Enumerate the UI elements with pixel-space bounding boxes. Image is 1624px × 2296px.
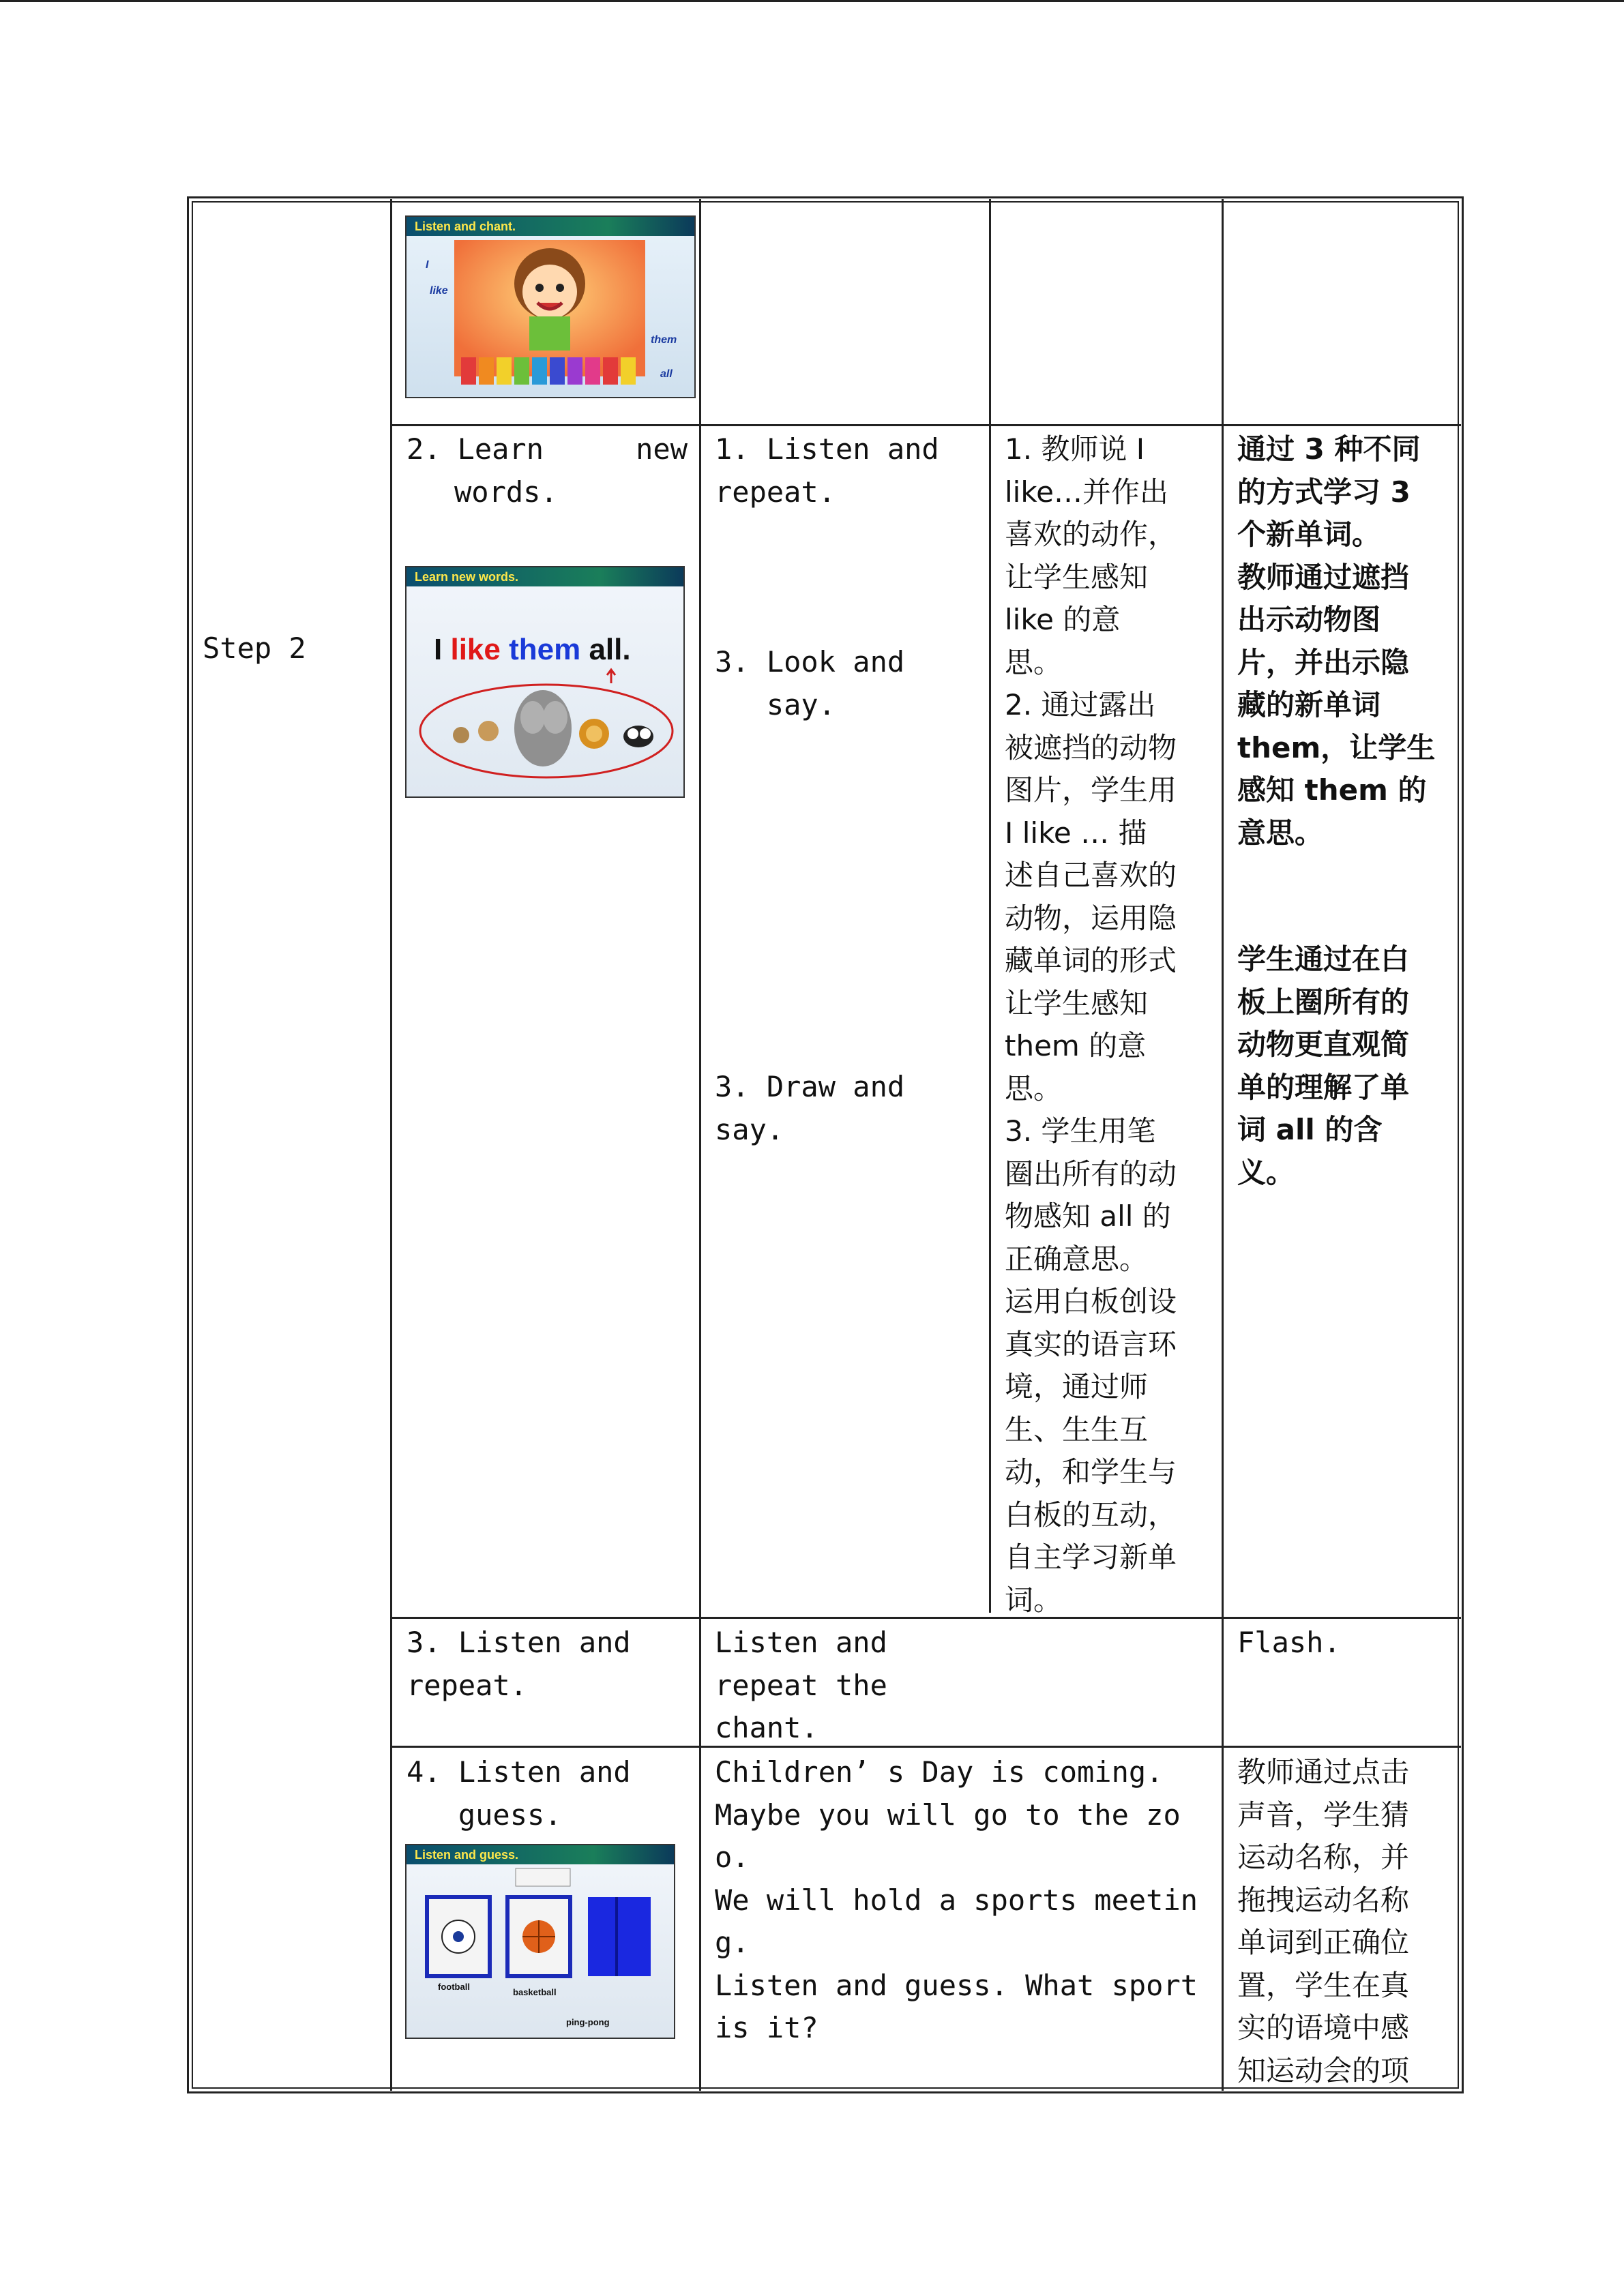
design-purpose-1: 通过 3 种不同 的方式学习 3 个新单词。 教师通过遮挡 出示动物图 片，并出示隐 藏的新单词 them，让学生 感知 them 的 意思。 [1237,432,1436,850]
animals-circled-illustration [407,663,683,798]
design-purpose-flash: Flash. [1237,1626,1341,1659]
student-look-and-say: 3. Look and say. [715,645,905,721]
chant-word-i: I [426,259,429,271]
activity-word-new: new [636,432,688,466]
slide-title: Listen and guess. [407,1845,674,1864]
student-draw-and-say: 3. Draw and say. [715,1070,905,1146]
label-basketball[interactable]: basketball [513,1987,557,1997]
slide-title: Learn new words. [407,567,683,586]
row-divider-1 [390,424,1461,426]
sentence-them: them [509,633,581,666]
chant-word-all: all [660,368,673,380]
activity-listen-and-repeat: 3. Listen and repeat. [407,1626,631,1702]
col-divider-4 [1222,199,1224,2091]
student-listen-and-repeat: 1. Listen and repeat. [715,432,939,509]
design-purpose-2: 学生通过在白 板上圈所有的 动物更直观简 单的理解了单 词 all 的含 义。 [1237,942,1410,1189]
slide-listen-and-chant [405,215,696,398]
activity-listen-and-guess: 4. Listen and guess. [407,1755,631,1832]
chant-word-them: them [651,334,677,346]
teacher-activity: 1. 教师说 I like…并作出 喜欢的动作， 让学生感知 like 的意 思。 2. 通过露出 被遮挡的动物 图片，学生用 I like … 描 述自己喜欢的 动物，运用隐 藏单词的形式 让学生感知 them 的意 思。 3. 学生用笔 圈出所有的动 物感知 all 的 正确意思。 运用白板创设 真实的语言环 境，通过师 生、生生互 动，和学生与 白板的互动， 自主学习新单 词。 [1005,432,1177,1617]
slide-listen-and-guess [405,1844,675,2039]
girl-xylophone-illustration [407,236,694,397]
step-label: Step 2 [203,631,306,665]
page-top-rule [0,0,1624,2]
label-football[interactable]: football [438,1982,470,1992]
chant-word-like: like [430,285,448,297]
col-divider-3 [989,199,991,1613]
student-childrens-day-text: Children’ s Day is coming. Maybe you will go to the zoo. We will hold a sports meeting. Listen and guess. What sport is it? [715,1755,1198,2044]
sentence-like: like [450,633,501,666]
sentence-all: all. [589,633,631,666]
activity-word-words: words. [454,475,558,509]
activity-word-learn: Learn [457,432,544,466]
design-purpose-guess: 教师通过点击 声音，学生猜 运动名称，并 拖拽运动名称 单词到正确位 置，学生在真 实的语境中感 知运动会的项 [1237,1755,1410,2087]
row-divider-2 [390,1617,1461,1619]
activity-num: 2. [407,432,441,466]
label-ping-pong[interactable]: ping-pong [566,2017,610,2027]
col-divider-1 [390,199,392,2091]
student-repeat-chant: Listen and repeat the chant. [715,1626,887,1744]
activity-learn-new-words [407,428,688,513]
slide-title: Listen and chant. [407,217,694,236]
slide-learn-new-words [405,566,685,798]
sports-cards-illustration [407,1864,674,2038]
sentence-i: I [434,633,443,666]
slide-sentence [434,633,631,667]
